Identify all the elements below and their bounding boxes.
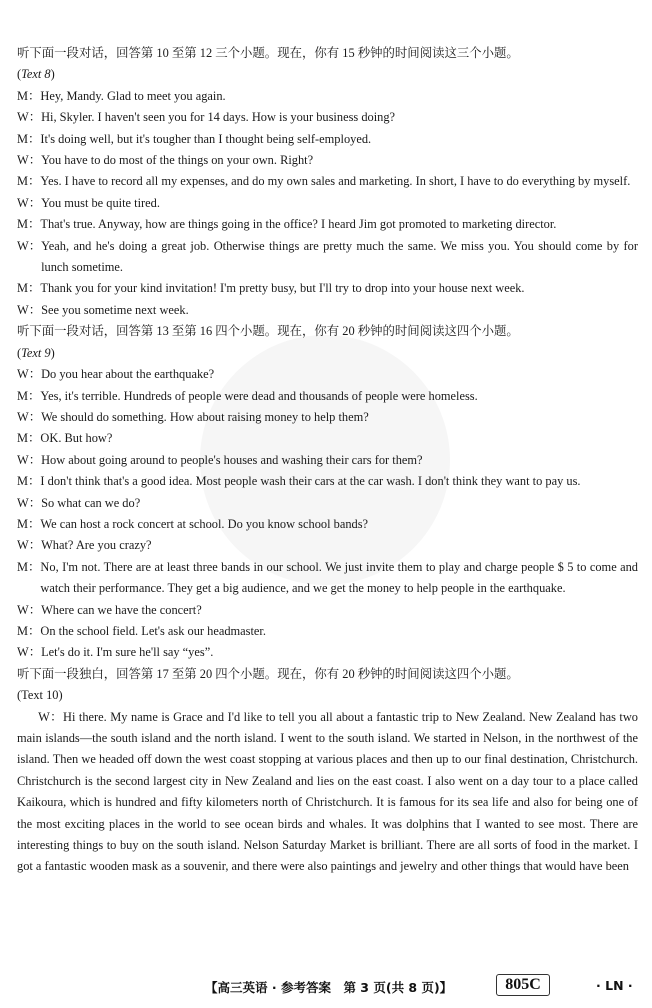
dialogue-turn: W： So what can we do? (17, 495, 141, 510)
dialogue-turn: M： It's doing well, but it's tougher than I thought being self-employed. (17, 131, 372, 146)
dialogue-turn: M： No, I'm not. There are at least three bands in our school. We just invite them to play and charge people $ 5 to come and watch their performance. They get a big audience, and we get the money to help people in the earthquake. (17, 559, 638, 596)
document-body (17, 43, 638, 878)
text-label: (Text 10) (17, 688, 63, 703)
region-code: · LN · (596, 978, 633, 993)
dialogue-turn: M： We can host a rock concert at school. Do you know school bands? (17, 516, 369, 531)
dialogue-turn: W： Yeah, and he's doing a great job. Otherwise things are pretty much the same. We miss you. You should come by for lunch sometime. (17, 238, 638, 275)
section-intro: 听下面一段对话，回答第 10 至第 12 三个小题。现在，你有 15 秒钟的时间阅读这三个小题。 (17, 46, 519, 60)
dialogue-turn: M： Hey, Mandy. Glad to meet you again. (17, 88, 226, 103)
dialogue-turn: M： That's true. Anyway, how are things going in the office? I heard Jim got promoted to marketing director. (17, 217, 557, 232)
text-label: (Text 8) (17, 67, 55, 82)
page-footer (0, 972, 652, 1002)
text-label: (Text 9) (17, 345, 55, 360)
dialogue-turn: M： On the school field. Let's ask our headmaster. (17, 623, 266, 638)
dialogue-turn: W： How about going around to people's houses and washing their cars for them? (17, 452, 423, 467)
dialogue-turn: W： Where can we have the concert? (17, 602, 202, 617)
dialogue-turn: W： Hi, Skyler. I haven't seen you for 14 days. How is your business doing? (17, 110, 396, 125)
dialogue-turn: M： OK. But how? (17, 431, 113, 446)
dialogue-turn: M： I don't think that's a good idea. Most people wash their cars at the car wash. I don't think they want to pay us. (17, 474, 581, 489)
dialogue-turn: W： You have to do most of the things on your own. Right? (17, 153, 314, 168)
dialogue-turn: M： Thank you for your kind invitation! I'm pretty busy, but I'll try to drop into your house next week. (17, 281, 525, 296)
dialogue-turn: M： Yes, it's terrible. Hundreds of people were dead and thousands of people were homeless. (17, 388, 478, 403)
dialogue-text-9 (17, 364, 638, 664)
dialogue-turn: W： Do you hear about the earthquake? (17, 367, 215, 382)
dialogue-turn: W： We should do something. How about raising money to help them? (17, 409, 369, 424)
dialogue-turn: W： See you sometime next week. (17, 302, 189, 317)
section-intro: 听下面一段独白，回答第 17 至第 20 四个小题。现在，你有 20 秒钟的时间阅读这四个小题。 (17, 666, 519, 681)
monologue-text-10: W：Hi there. My name is Grace and I'd like to tell you all about a fantastic trip to New Zealand. New Zealand has two main islands—the south island and the north island. I went to the south island. We started in Nelson, in the northwest of the island. Then we headed off down the west coast stopping at various places and then up to our final destination, Christchurch. Christchurch is the second largest city in New Zealand and lies on the east coast. I also went on a day tour to a place called Kaikoura, which is hundred and fifty kilometers north of Christchurch. It is famous for its sea life and also for being one of the most exciting places in the world to see ocean birds and whales. It was dolphins that I wanted to see most. There are interesting things to buy on the south island. Nelson Saturday Market is brilliant. There are all sorts of food in the market. I got a fantastic wooden mask as a souvenir, and there were also paintings and jewelry and other things that would have been (17, 709, 638, 874)
dialogue-text-8 (17, 86, 638, 321)
dialogue-turn: M： Yes. I have to record all my expenses, and do my own sales and marketing. In short, I have to do everything by myself. (17, 174, 631, 189)
paper-code-badge: 805C (496, 974, 550, 996)
section-intro: 听下面一段对话，回答第 13 至第 16 四个小题。现在，你有 20 秒钟的时间阅读这四个小题。 (17, 324, 519, 339)
dialogue-turn: W： You must be quite tired. (17, 195, 160, 210)
dialogue-turn: W： What? Are you crazy? (17, 538, 152, 553)
footer-title: 【高三英语 · 参考答案 第 3 页(共 8 页)】 (205, 980, 453, 995)
dialogue-turn: W： Let's do it. I'm sure he'll say “yes”. (17, 645, 214, 660)
